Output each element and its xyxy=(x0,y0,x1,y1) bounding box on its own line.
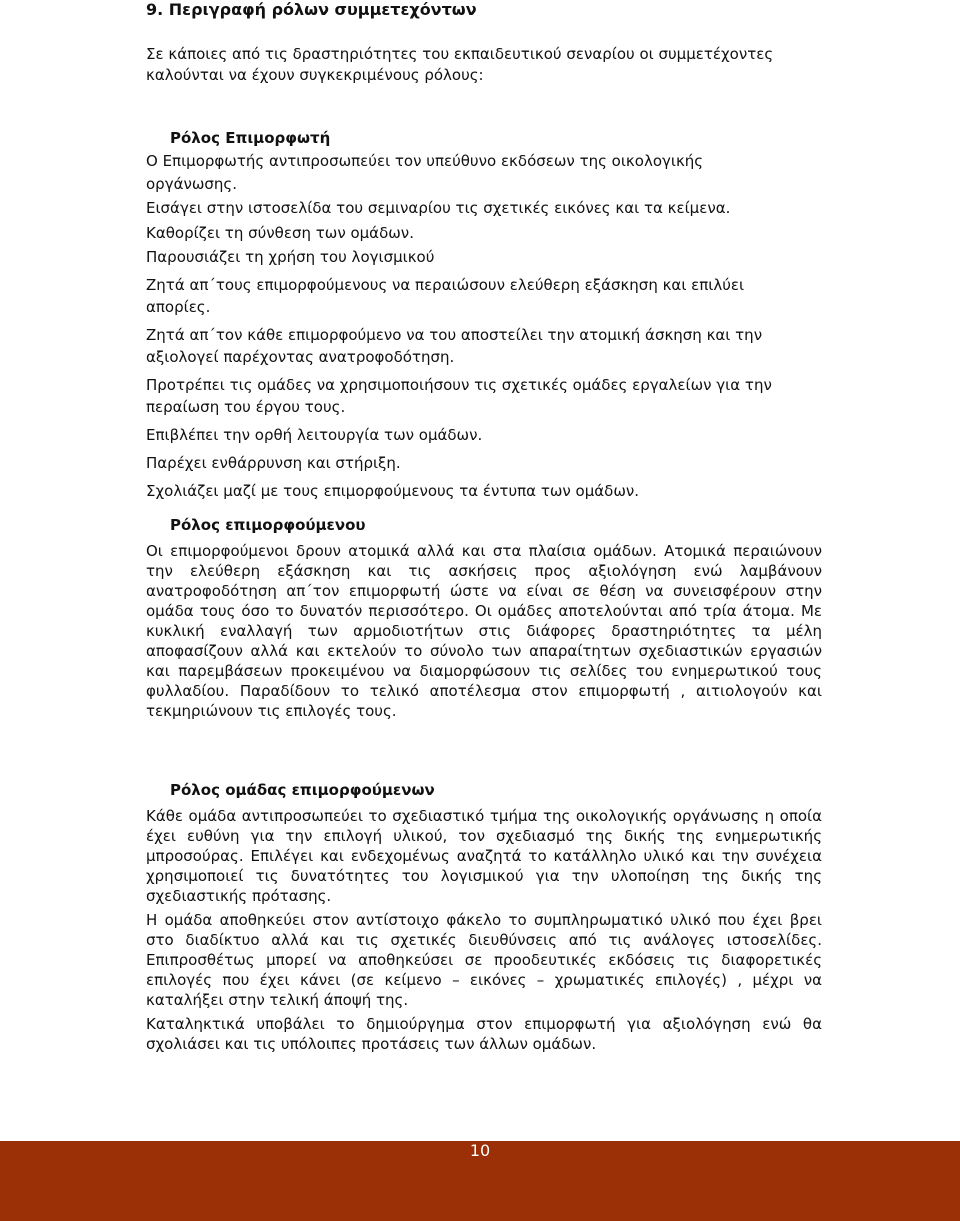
group-role-section xyxy=(146,780,822,1054)
trainer-role-section xyxy=(146,128,796,502)
trainer-line: Παρέχει ενθάρρυνση και στήριξη. xyxy=(146,454,401,472)
trainer-line: Επιβλέπει την ορθή λειτουργία των ομάδων. xyxy=(146,426,483,444)
group-role-paragraph: Η ομάδα αποθηκεύει στον αντίστοιχο φάκελο το συμπληρωματικό υλικό που έχει βρει στο διαδίκτυο αλλά και τις σχετικές διευθύνσεις από τις ανάλογες ιστοσελίδες. Επιπροσθέτως μπορεί να αποθηκεύσει σε προοδευτικές εκδόσεις τις διαφορετικές επιλογές που έχει κάνει (σε κείμενο – εικόνες – χρωματικές επιλογές) , μέχρι να καταλήξει στην τελική άποψή της. xyxy=(146,911,822,1009)
trainer-role-title: Ρόλος Επιμορφωτή xyxy=(170,129,331,147)
trainer-line: Προτρέπει τις ομάδες να χρησιμοποιήσουν τις σχετικές ομάδες εργαλείων για την περαίωση του έργου τους. xyxy=(146,376,772,416)
page-number: 10 xyxy=(469,1141,491,1160)
trainer-line: Καθορίζει τη σύνθεση των ομάδων. xyxy=(146,224,414,242)
trainee-role-paragraph: Οι επιμορφούμενοι δρουν ατομικά αλλά και στα πλαίσια ομάδων. Ατομικά περαιώνουν την ελεύθερη εξάσκηση και τις ασκήσεις προς αξιολόγηση ενώ λαμβάνουν ανατροφοδότηση απ΄τον επιμορφωτή ώστε να είναι σε θέση να συνεισφέρουν στην ομάδα τους όσο το δυνατόν περισσότερο. Οι ομάδες αποτελούνται από τρία άτομα. Με κυκλική εναλλαγή των αρμοδιοτήτων στις διάφορες δραστηριότητες τα μέλη αποφασίζουν αλλά και εκτελούν το σύνολο των απαραίτητων σχεδιαστικών εργασιών και παρεμβάσεων προκειμένου να διαμορφώσουν τις σελίδες του ενημερωτικού τους φυλλαδίου. Παραδίδουν το τελικό αποτέλεσμα στον επιμορφωτή , αιτιολογούν και τεκμηριώνουν τις επιλογές τους. xyxy=(146,542,822,720)
section-heading: 9. Περιγραφή ρόλων συμμετεχόντων xyxy=(146,0,477,19)
trainee-role-section xyxy=(146,515,822,721)
intro-paragraph: Σε κάποιες από τις δραστηριότητες του εκπαιδευτικού σεναρίου οι συμμετέχοντες καλούνται να έχουν συγκεκριμένους ρόλους: xyxy=(146,45,774,84)
group-role-paragraph: Κάθε ομάδα αντιπροσωπεύει το σχεδιαστικό τμήμα της οικολογικής οργάνωσης η οποία έχει ευθύνη για την επιλογή υλικού, τον σχεδιασμό της δικής της ενημερωτικής μπροσούρας. Επιλέγει και ενδεχομένως αναζητά το κατάλληλο υλικό και την συνέχεια χρησιμοποιεί τις δυνατότητες του λογισμικού για την υλοποίηση της δικής της σχεδιαστικής πρότασης. xyxy=(146,807,822,905)
trainer-line: Εισάγει στην ιστοσελίδα του σεμιναρίου τις σχετικές εικόνες και τα κείμενα. xyxy=(146,199,731,217)
group-role-paragraph: Καταληκτικά υποβάλει το δημιούργημα στον επιμορφωτή για αξιολόγηση ενώ θα σχολιάσει και τις υπόλοιπες προτάσεις των άλλων ομάδων. xyxy=(146,1015,822,1053)
trainer-line: Σχολιάζει μαζί με τους επιμορφούμενους τα έντυπα των ομάδων. xyxy=(146,482,640,500)
trainer-line: Ο Επιμορφωτής αντιπροσωπεύει τον υπεύθυνο εκδόσεων της οικολογικής οργάνωσης. xyxy=(146,152,704,193)
trainer-line: Παρουσιάζει τη χρήση του λογισμικού xyxy=(146,248,435,266)
trainer-line: Ζητά απ΄τον κάθε επιμορφούμενο να του αποστείλει την ατομική άσκηση και την αξιολογεί παρέχοντας ανατροφοδότηση. xyxy=(146,326,763,366)
trainer-line: Ζητά απ΄τους επιμορφούμενους να περαιώσουν ελεύθερη εξάσκηση και επιλύει απορίες. xyxy=(146,276,745,316)
group-role-title: Ρόλος ομάδας επιμορφούμενων xyxy=(170,781,435,799)
trainee-role-title: Ρόλος επιμορφούμενου xyxy=(170,516,366,534)
